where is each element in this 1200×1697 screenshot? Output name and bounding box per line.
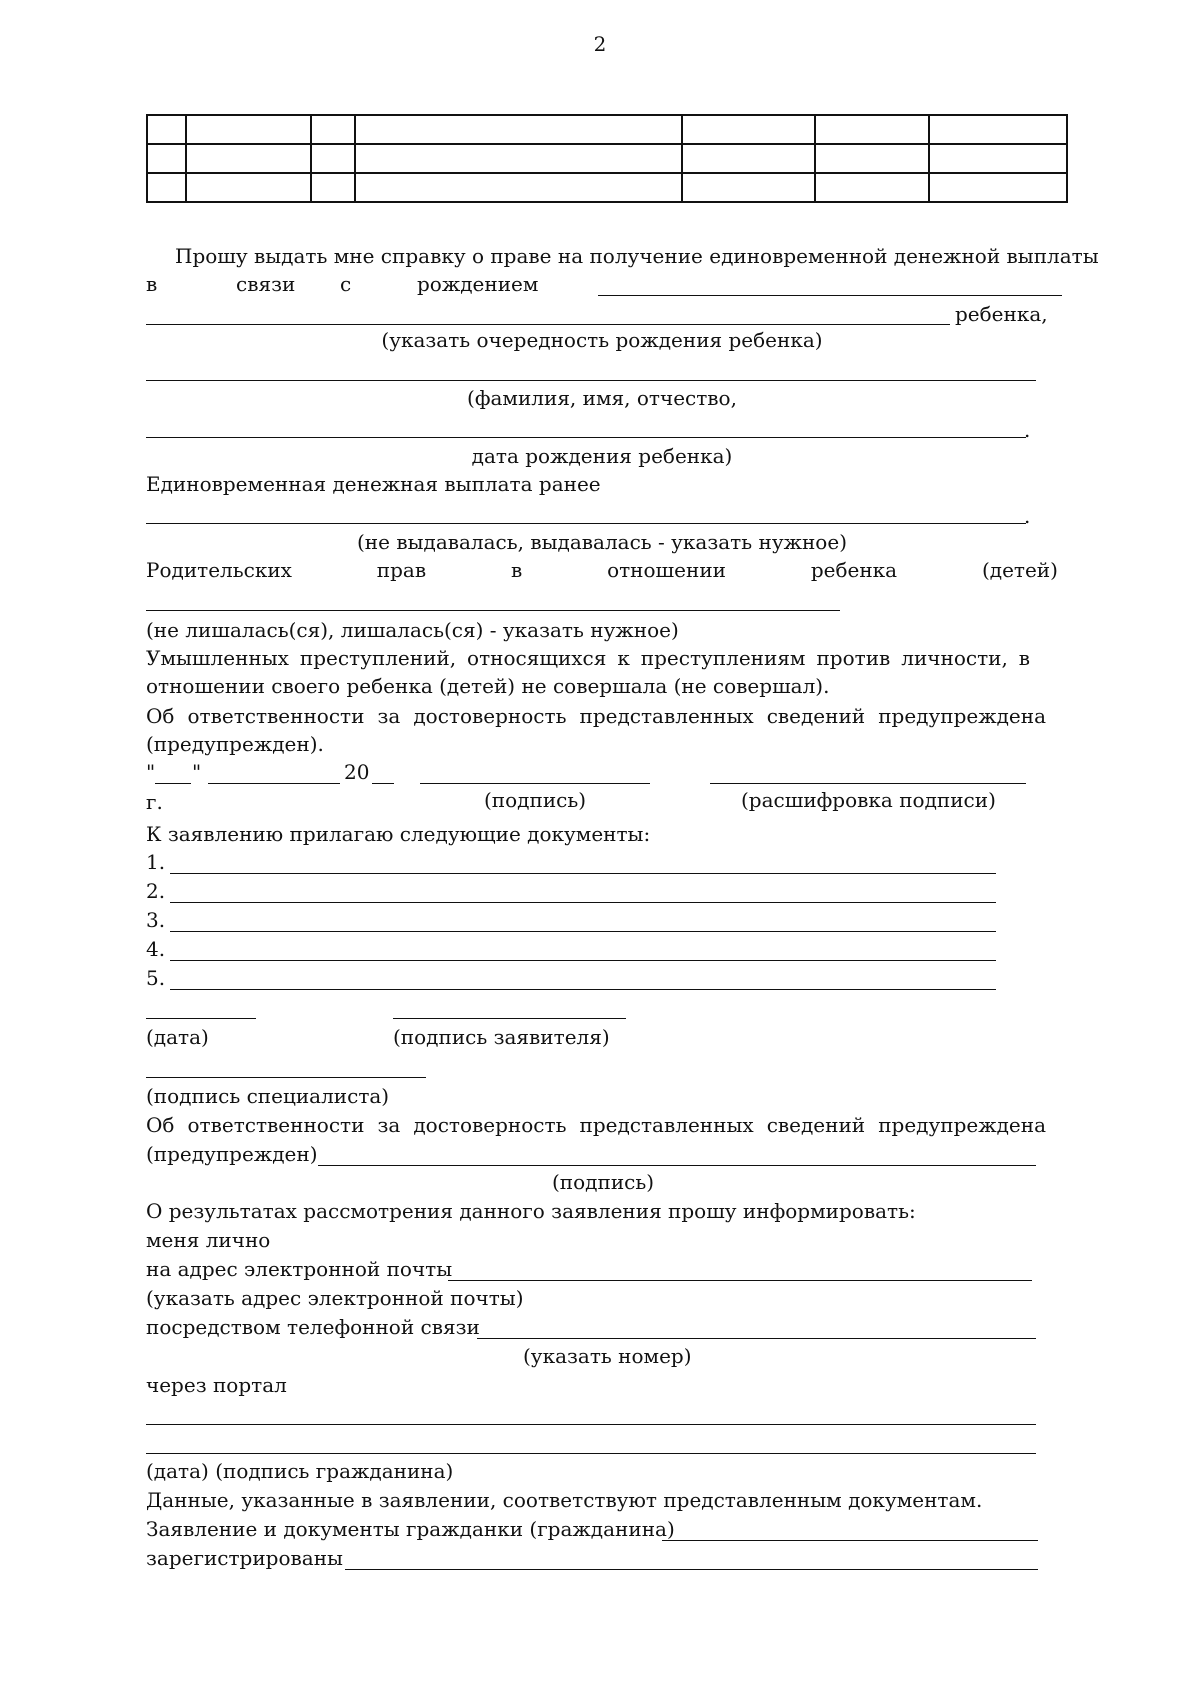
word: (детей) [981,558,1058,582]
parental-rights-field[interactable] [146,610,840,611]
docs-label: Заявление и документы гражданки (гражданина) [146,1517,675,1541]
birth-order-field[interactable] [598,295,1062,296]
year-suffix: г. [146,790,163,814]
attachment-number: 1. [146,850,166,874]
phone-hint: (указать номер) [523,1344,692,1368]
email-hint: (указать адрес электронной почты) [146,1286,524,1310]
attachment-number: 2. [146,879,166,903]
month-field[interactable] [208,783,340,784]
blank-table [146,114,1068,203]
crimes-line-1: Умышленных преступлений, относящихся к преступлениям против личности, в [146,646,1031,670]
word: прав [376,558,427,582]
applicant-date-label: (дата) [146,1025,209,1049]
signature-decode-field[interactable] [710,783,1026,784]
email-field[interactable] [448,1280,1032,1281]
responsibility-signature-field[interactable] [318,1165,1036,1166]
hint-fio: (фамилия, имя, отчество, [467,386,737,410]
word: ребенка [810,558,898,582]
inform-intro: О результатах рассмотрения данного заявления прошу информировать: [146,1199,916,1223]
payment-field[interactable] [146,523,1026,524]
attachment-number: 4. [146,937,166,961]
attachment-number: 5. [146,966,166,990]
quote-close: " [192,760,202,784]
page-number: 2 [593,32,607,56]
table-row [147,115,1067,144]
signature-decode-label: (расшифровка подписи) [741,788,996,812]
data-match-statement: Данные, указанные в заявлении, соответствуют представленным документам. [146,1488,983,1512]
phone-field[interactable] [477,1338,1036,1339]
registered-field[interactable] [345,1569,1038,1570]
child-dob-field[interactable] [146,437,1026,438]
docs-field[interactable] [662,1540,1038,1541]
specialist-signature-label: (подпись специалиста) [146,1084,390,1108]
signature-field[interactable] [420,783,650,784]
registered-label: зарегистрированы [146,1546,343,1570]
child-field[interactable] [146,324,950,325]
hint-birth-order: (указать очередность рождения ребенка) [381,328,823,352]
hint-dob: дата рождения ребенка) [471,444,733,468]
attachment-field[interactable] [170,931,996,932]
request-line-1: Прошу выдать мне справку о праве на получение единовременной денежной выплаты [175,244,1099,268]
attachment-field[interactable] [170,960,996,961]
quote-open: " [146,760,156,784]
payment-label: Единовременная денежная выплата ранее [146,472,601,496]
portal-field[interactable] [146,1424,1036,1425]
attachment-field[interactable] [170,873,996,874]
signature-label: (подпись) [484,788,587,812]
inform-email-label: на адрес электронной почты [146,1257,453,1281]
inform-personally: меня лично [146,1228,271,1252]
parental-rights-line [146,558,1058,582]
request-word: в [146,272,158,296]
applicant-date-field[interactable] [146,1018,256,1019]
day-field[interactable] [155,783,191,784]
period: . [1024,418,1031,442]
responsibility-line-2: (предупрежден). [146,732,324,756]
table-row [147,173,1067,202]
date-citizen-signature-field[interactable] [146,1453,1036,1454]
responsibility-line-1: Об ответственности за достоверность представленных сведений предупреждена [146,704,1047,728]
inform-portal-label: через портал [146,1373,287,1397]
applicant-signature-label: (подпись заявителя) [393,1025,610,1049]
responsibility2-line-2: (предупрежден) [146,1142,318,1166]
word: Родительских [146,558,292,582]
specialist-signature-field[interactable] [146,1077,426,1078]
attachments-intro: К заявлению прилагаю следующие документы: [146,822,651,846]
attachment-number: 3. [146,908,166,932]
child-suffix: ребенка, [955,302,1048,326]
attachment-field[interactable] [170,989,996,990]
table-row [147,144,1067,173]
period: . [1024,504,1031,528]
crimes-line-2: отношении своего ребенка (детей) не совершала (не совершал). [146,674,830,698]
child-fio-field[interactable] [146,380,1036,381]
applicant-signature-field[interactable] [393,1018,626,1019]
responsibility2-line-1: Об ответственности за достоверность представленных сведений предупреждена [146,1113,1047,1137]
hint-payment: (не выдавалась, выдавалась - указать нужное) [357,530,847,554]
year-field[interactable] [372,783,394,784]
hint-parental: (не лишалась(ся), лишалась(ся) - указать нужное) [146,618,679,642]
year-prefix: 20 [344,760,370,784]
request-word: рождением [417,272,539,296]
word: отношении [607,558,726,582]
inform-phone-label: посредством телефонной связи [146,1315,480,1339]
word: в [510,558,523,582]
attachment-field[interactable] [170,902,996,903]
responsibility-signature-label: (подпись) [552,1170,655,1194]
citizen-date-signature-label: (дата) (подпись гражданина) [146,1459,454,1483]
request-word: с [340,272,352,296]
request-word: связи [236,272,296,296]
